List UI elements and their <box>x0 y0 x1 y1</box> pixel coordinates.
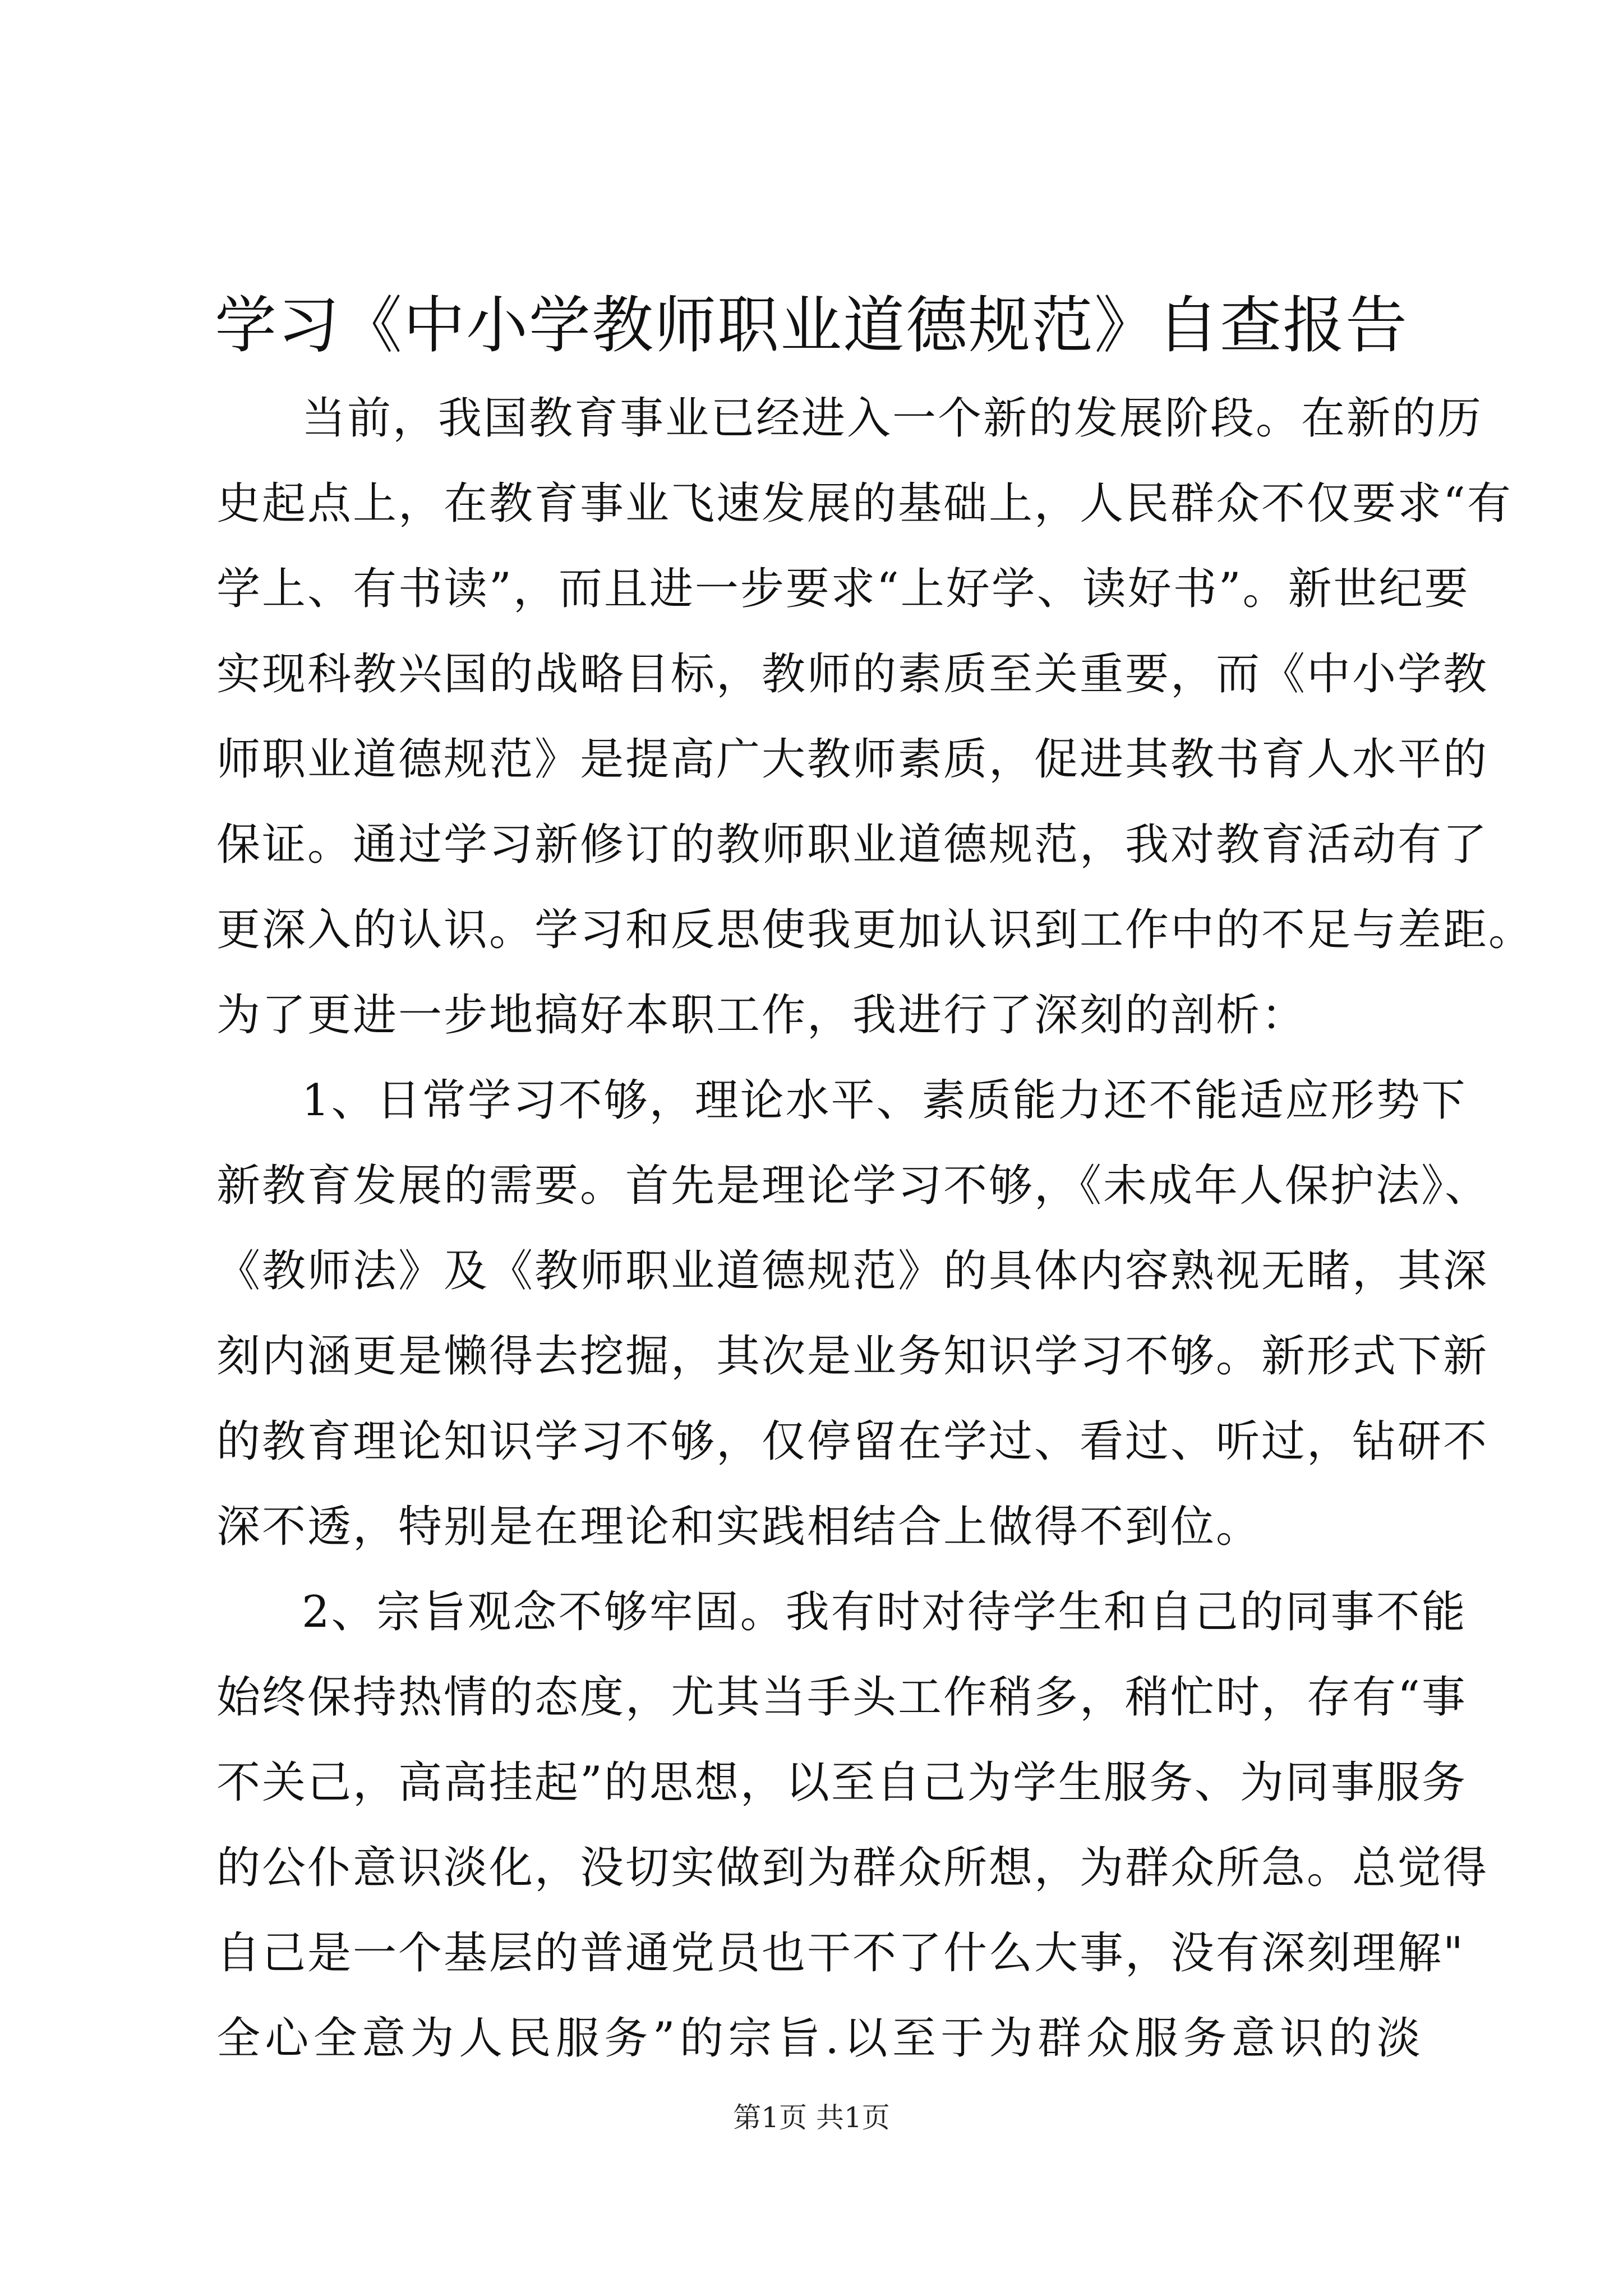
paragraph-line: 的教育理论知识学习不够，仅停留在学过、看过、听过，钻研不 <box>216 1416 1489 1467</box>
paragraph-line: 2、宗旨观念不够牢固。我有时对待学生和自己的同事不能 <box>302 1587 1467 1637</box>
document-body <box>216 376 1534 2081</box>
paragraph-line: 保证。通过学习新修订的教师职业道德规范，我对教育活动有了 <box>216 820 1489 870</box>
paragraph-line: 《教师法》及《教师职业道德规范》的具体内容熟视无睹，其深 <box>216 1246 1489 1296</box>
paragraph-line: 师职业道德规范》是提高广大教师素质，促进其教书育人水平的 <box>216 734 1489 785</box>
document-title: 学习《中小学教师职业道德规范》自查报告 <box>215 289 1408 361</box>
paragraph-line: 自己是一个基层的普通党员也干不了什么大事，没有深刻理解" <box>216 1928 1465 1978</box>
paragraph-line: 更深入的认识。学习和反思使我更加认识到工作中的不足与差距。 <box>216 905 1534 955</box>
paragraph-line: 当前，我国教育事业已经进入一个新的发展阶段。在新的历 <box>302 393 1483 444</box>
paragraph-line: 始终保持热情的态度，尤其当手头工作稍多，稍忙时，存有“事 <box>216 1672 1467 1723</box>
paragraph-line: 实现科教兴国的战略目标，教师的素质至关重要，而《中小学教 <box>216 649 1489 700</box>
paragraph-line: 刻内涵更是懒得去挖掘，其次是业务知识学习不够。新形式下新 <box>216 1331 1489 1382</box>
paragraph-line: 为了更进一步地搞好本职工作，我进行了深刻的剖析： <box>216 990 1307 1041</box>
paragraph-line: 全心全意为人民服务”的宗旨.以至于为群众服务意识的淡 <box>216 2013 1422 2064</box>
paragraph-line: 1、日常学习不够，理论水平、素质能力还不能适应形势下 <box>302 1075 1467 1126</box>
paragraph-line: 不关己，高高挂起”的思想，以至自己为学生服务、为同事服务 <box>216 1757 1467 1808</box>
paragraph-line: 学上、有书读”，而且进一步要求“上好学、读好书”。新世纪要 <box>216 564 1470 614</box>
paragraph-line: 的公仆意识淡化，没切实做到为群众所想，为群众所急。总觉得 <box>216 1843 1489 1893</box>
paragraph-line: 深不透，特别是在理论和实践相结合上做得不到位。 <box>216 1502 1262 1552</box>
paragraph-line: 新教育发展的需要。首先是理论学习不够，《未成年人保护法》、 <box>216 1161 1491 1211</box>
page-footer: 第1页 共1页 <box>733 2101 890 2134</box>
paragraph-line: 史起点上，在教育事业飞速发展的基础上，人民群众不仅要求“有 <box>216 478 1513 529</box>
